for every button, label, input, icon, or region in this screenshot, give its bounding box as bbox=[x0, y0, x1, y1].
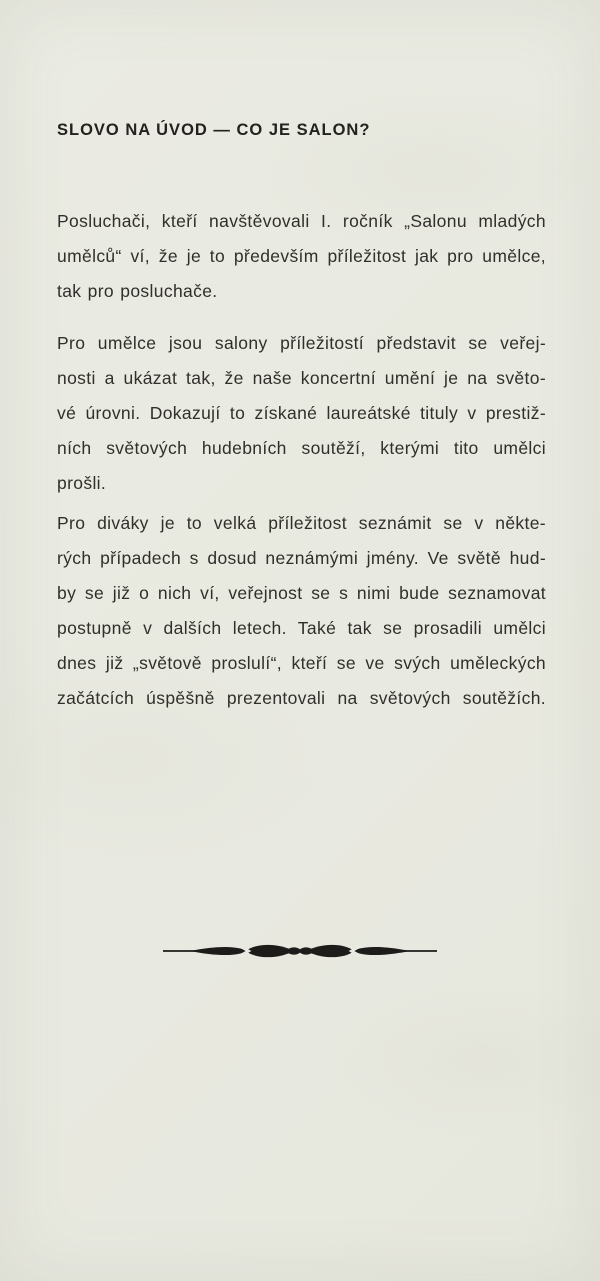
text-line: rých případech s dosud neznámými jmény. Ve světě hud- bbox=[57, 548, 546, 568]
text-line: Pro umělce jsou salony příležitostí představit se veřej- bbox=[57, 333, 546, 353]
text-line: Posluchači, kteří navštěvovali I. ročník „Salonu mladých bbox=[57, 211, 546, 231]
text-line: začátcích úspěšně prezentovali na světových soutěžích. bbox=[57, 688, 546, 708]
text-line: Pro diváky je to velká příležitost seznámit se v někte- bbox=[57, 513, 546, 533]
paragraph-intro bbox=[57, 204, 546, 309]
text-line: prošli. bbox=[57, 473, 107, 493]
page-title: SLOVO NA ÚVOD — CO JE SALON? bbox=[57, 121, 371, 139]
text-line: postupně v dalších letech. Také tak se prosadili umělci bbox=[57, 618, 546, 638]
text-line: ních světových hudebních soutěží, kterými tito umělci bbox=[57, 438, 546, 458]
text-line: dnes již „světově proslulí“, kteří se ve svých uměleckých bbox=[57, 653, 546, 673]
text-line: by se již o nich ví, veřejnost se s nimi bude seznamovat bbox=[57, 583, 546, 603]
text-line: nosti a ukázat tak, že naše koncertní umění je na světo- bbox=[57, 368, 546, 388]
ornamental-rule-icon bbox=[162, 936, 438, 966]
paragraph-artists bbox=[57, 326, 546, 501]
text-line: vé úrovni. Dokazují to získané laureátské tituly v prestiž- bbox=[57, 403, 546, 423]
paragraph-audience bbox=[57, 506, 546, 716]
text-line: umělců“ ví, že je to především příležitost jak pro umělce, bbox=[57, 246, 546, 266]
text-line: tak pro posluchače. bbox=[57, 281, 218, 301]
